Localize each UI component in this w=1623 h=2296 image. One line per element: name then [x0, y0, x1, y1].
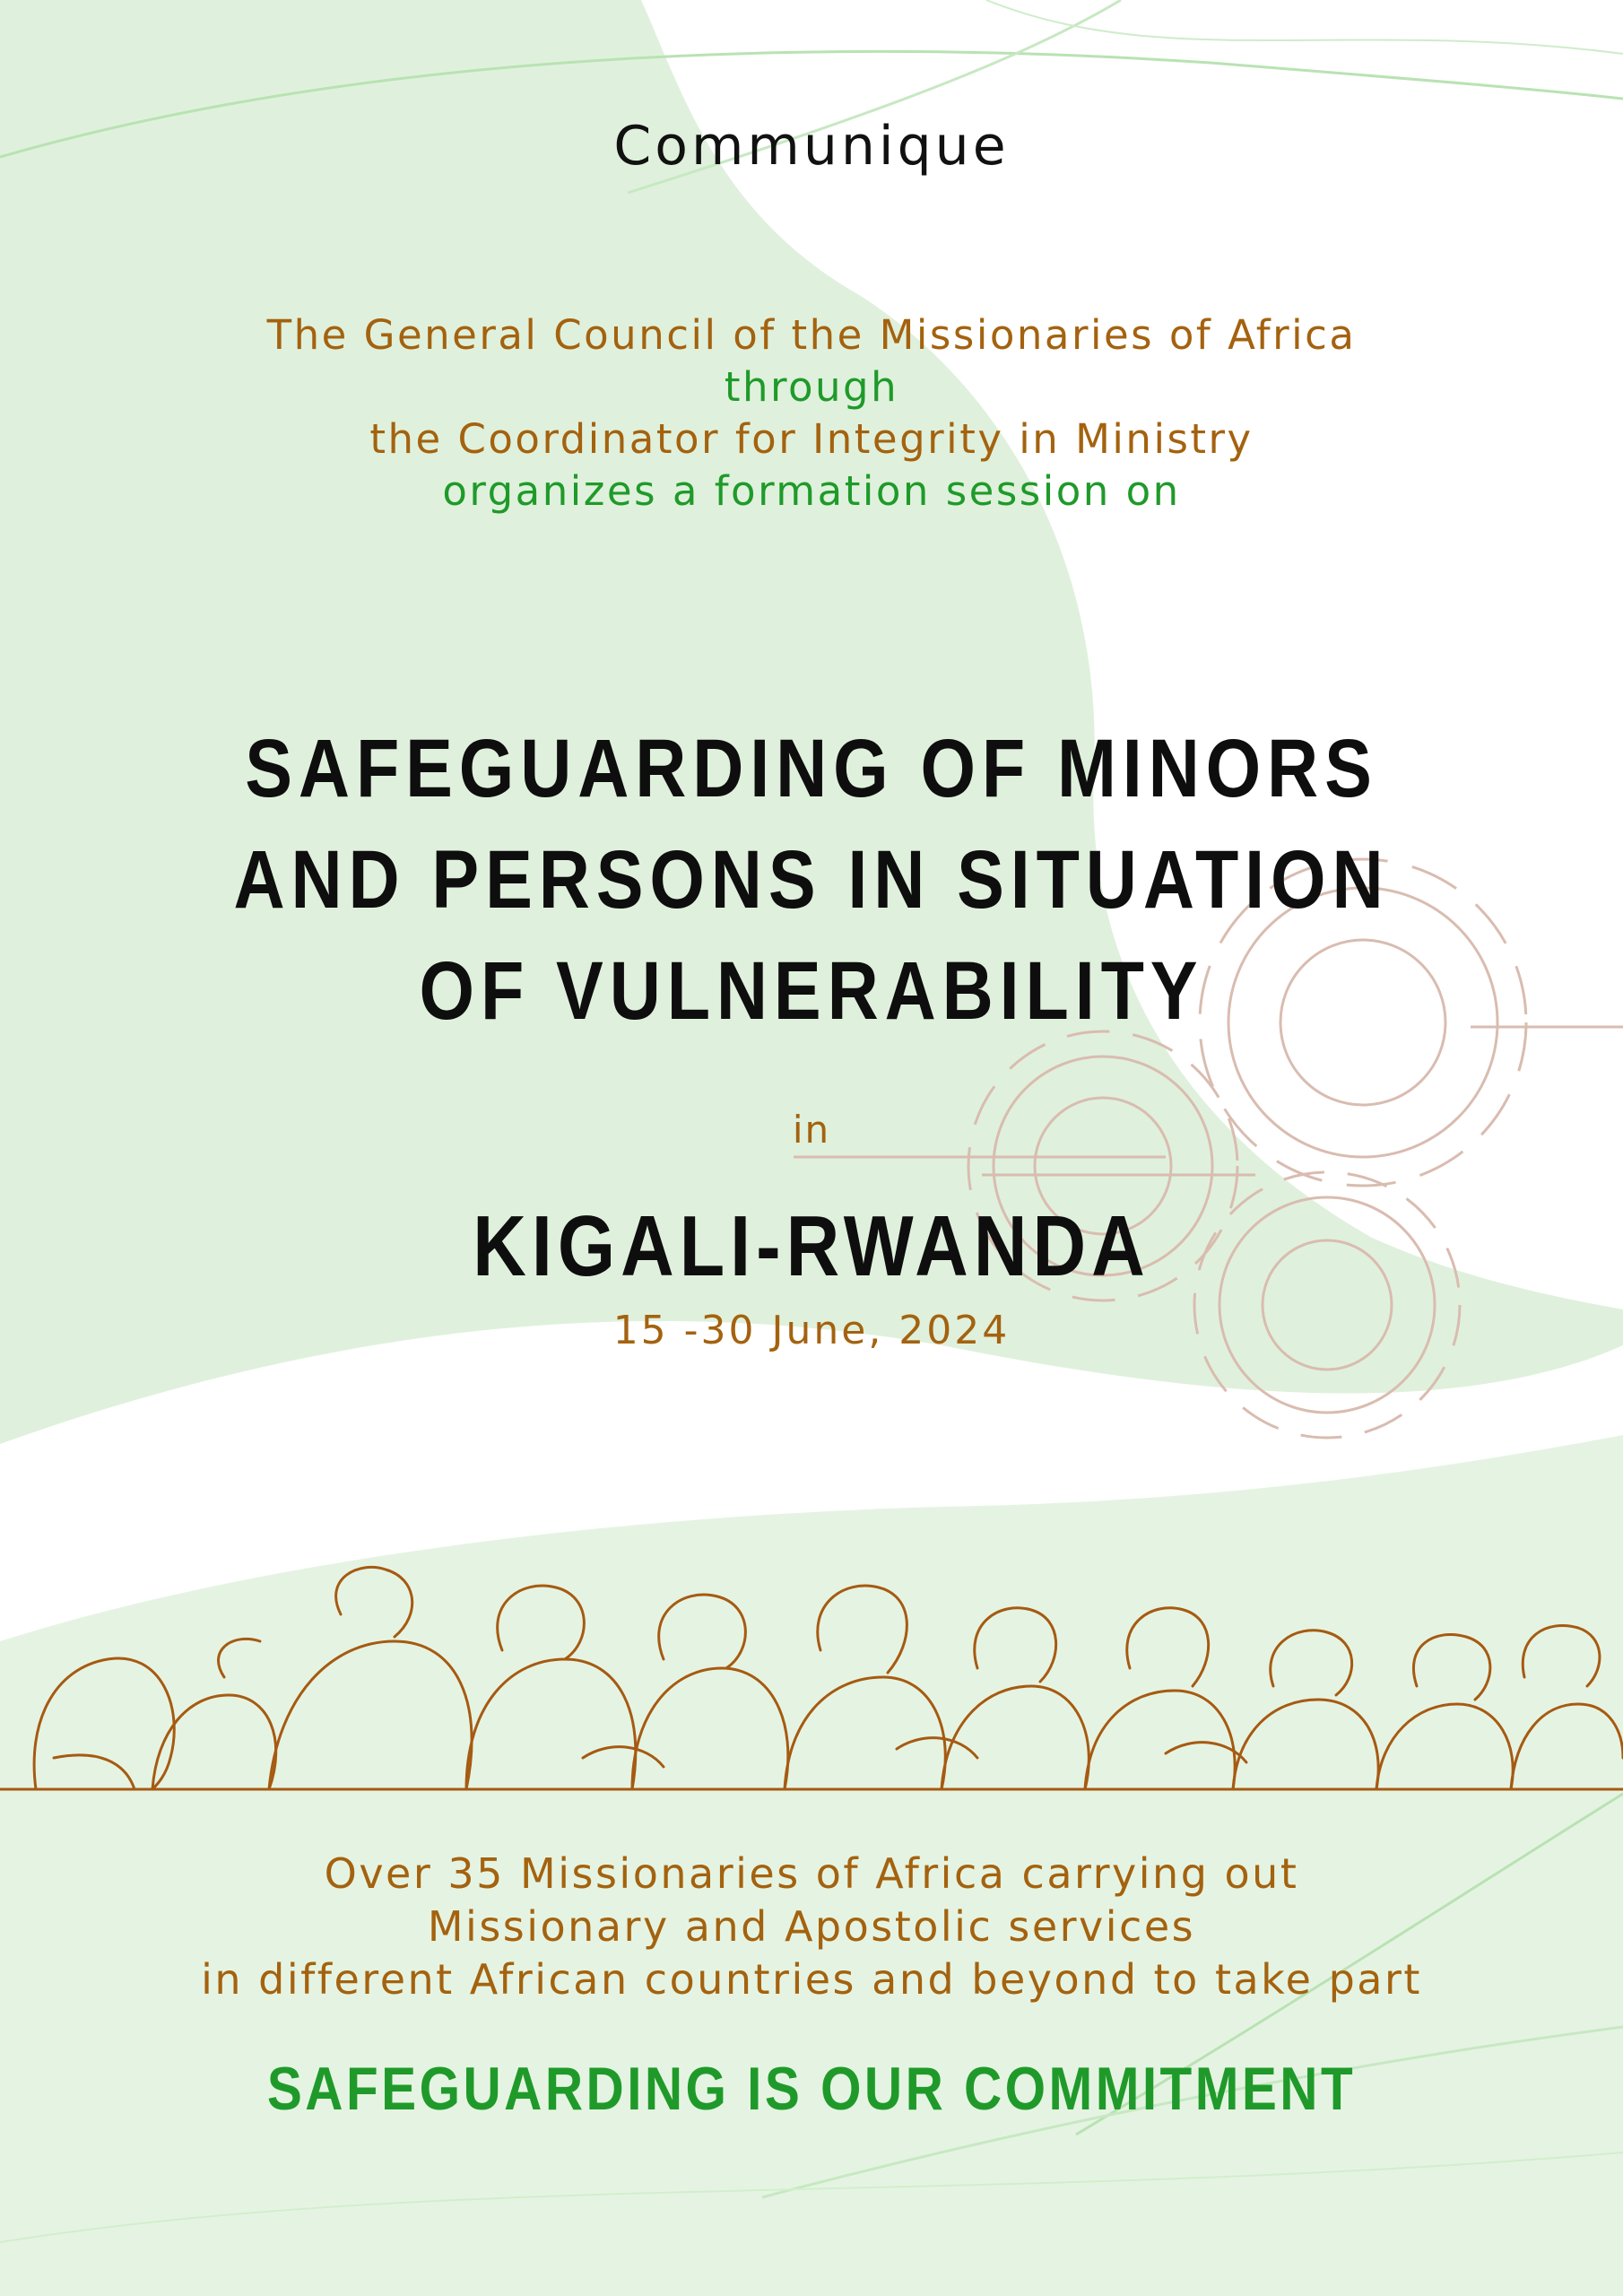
slogan: SAFEGUARDING IS OUR COMMITMENT	[266, 2055, 1357, 2123]
in-word: in	[792, 1108, 831, 1152]
event-dates: 15 -30 June, 2024	[612, 1308, 1011, 1353]
intro-organizes: organizes a formation session on	[442, 467, 1181, 515]
participants-line-2: Missionary and Apostolic services	[427, 1902, 1196, 1951]
intro-through: through	[724, 363, 899, 411]
event-title	[0, 713, 1623, 1047]
event-title-line-2: AND PERSONS IN SITUATION	[233, 834, 1390, 926]
event-title-line-1: SAFEGUARDING OF MINORS	[245, 723, 1378, 814]
communique-header: Communique	[613, 115, 1010, 178]
deco-line	[986, 0, 1623, 54]
participants-line-1: Over 35 Missionaries of Africa carrying out	[324, 1849, 1299, 1898]
participants-line-3: in different African countries and beyond to take part	[201, 1955, 1422, 2004]
event-location: KIGALI-RWANDA	[473, 1198, 1150, 1294]
intro-coordinator: the Coordinator for Integrity in Ministry	[369, 415, 1254, 463]
participants-block	[0, 1848, 1623, 2006]
event-title-line-3: OF VULNERABILITY	[419, 945, 1204, 1037]
intro-organizer: The General Council of the Missionaries of Africa	[266, 311, 1357, 359]
intro-block	[0, 309, 1623, 517]
